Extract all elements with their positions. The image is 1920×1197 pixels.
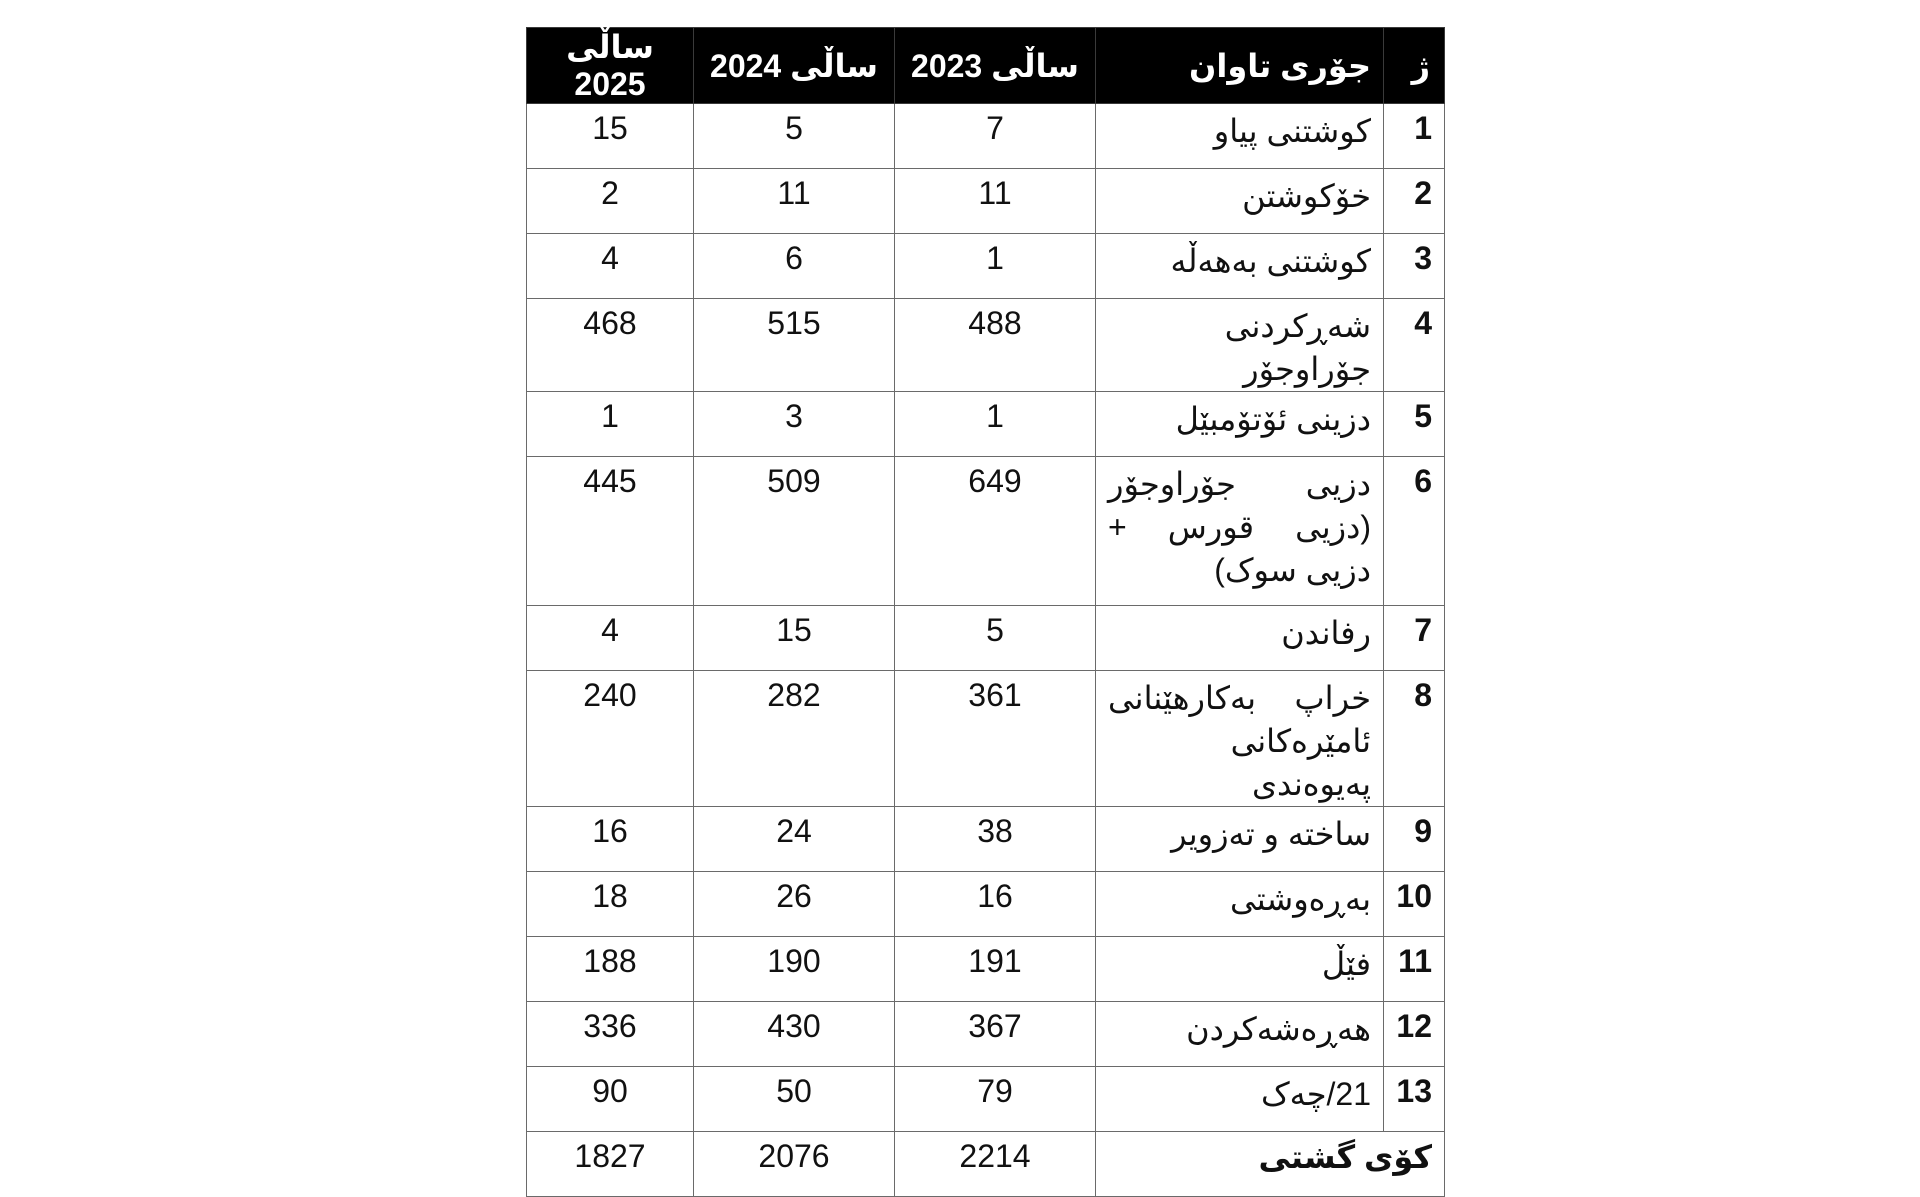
cell-index: 3 [1384, 234, 1445, 299]
cell-2023: 649 [895, 457, 1096, 606]
cell-crime-type: بەڕەوشتی [1096, 872, 1384, 937]
table-row [527, 671, 1445, 807]
cell-2023: 1 [895, 234, 1096, 299]
cell-2025: 240 [527, 671, 694, 807]
cell-2023: 361 [895, 671, 1096, 807]
total-2023: 2214 [895, 1132, 1096, 1197]
cell-index: 4 [1384, 299, 1445, 392]
cell-2023: 191 [895, 937, 1096, 1002]
table-row [527, 1002, 1445, 1067]
table-header-row [527, 28, 1445, 104]
cell-2024: 24 [694, 807, 895, 872]
cell-2023: 7 [895, 104, 1096, 169]
cell-crime-type: ساختە و تەزویر [1096, 807, 1384, 872]
cell-index: 9 [1384, 807, 1445, 872]
cell-crime-type: هەڕەشەکردن [1096, 1002, 1384, 1067]
cell-2023: 38 [895, 807, 1096, 872]
cell-2024: 190 [694, 937, 895, 1002]
cell-index: 5 [1384, 392, 1445, 457]
cell-index: 6 [1384, 457, 1445, 606]
total-2024: 2076 [694, 1132, 895, 1197]
cell-crime-type: خراپ بەکارهێنانی ئامێرەکانی پەیوەندی [1096, 671, 1384, 807]
table-row [527, 937, 1445, 1002]
table-row [527, 872, 1445, 937]
cell-crime-type: خۆکوشتن [1096, 169, 1384, 234]
cell-2023: 16 [895, 872, 1096, 937]
cell-2024: 3 [694, 392, 895, 457]
table-row [527, 234, 1445, 299]
cell-index: 13 [1384, 1067, 1445, 1132]
cell-crime-type: شەڕکردنی جۆراوجۆر [1096, 299, 1384, 392]
cell-index: 7 [1384, 606, 1445, 671]
cell-2024: 26 [694, 872, 895, 937]
cell-2025: 336 [527, 1002, 694, 1067]
cell-crime-type: رفاندن [1096, 606, 1384, 671]
cell-2023: 367 [895, 1002, 1096, 1067]
cell-crime-type: فێڵ [1096, 937, 1384, 1002]
total-2025: 1827 [527, 1132, 694, 1197]
cell-2025: 18 [527, 872, 694, 937]
cell-2024: 6 [694, 234, 895, 299]
cell-2025: 188 [527, 937, 694, 1002]
cell-2025: 15 [527, 104, 694, 169]
cell-crime-type: کوشتنی بەهەڵە [1096, 234, 1384, 299]
cell-2024: 15 [694, 606, 895, 671]
header-crime-type: جۆری تاوان [1096, 28, 1384, 104]
cell-crime-type: کوشتنی پیاو [1096, 104, 1384, 169]
table-row [527, 457, 1445, 606]
cell-crime-type: دزینی ئۆتۆمبێل [1096, 392, 1384, 457]
header-year-2023: ساڵی 2023 [895, 28, 1096, 104]
cell-2024: 5 [694, 104, 895, 169]
cell-2023: 11 [895, 169, 1096, 234]
table-row [527, 1067, 1445, 1132]
cell-crime-type: 21/چەک [1096, 1067, 1384, 1132]
cell-index: 8 [1384, 671, 1445, 807]
header-year-2024: ساڵی 2024 [694, 28, 895, 104]
cell-2025: 16 [527, 807, 694, 872]
cell-2023: 79 [895, 1067, 1096, 1132]
cell-2025: 90 [527, 1067, 694, 1132]
table-row [527, 104, 1445, 169]
cell-2024: 282 [694, 671, 895, 807]
cell-index: 10 [1384, 872, 1445, 937]
cell-2024: 515 [694, 299, 895, 392]
cell-2025: 4 [527, 234, 694, 299]
table-row [527, 606, 1445, 671]
cell-2024: 50 [694, 1067, 895, 1132]
total-row [527, 1132, 1445, 1197]
cell-2025: 4 [527, 606, 694, 671]
cell-2024: 11 [694, 169, 895, 234]
cell-2025: 445 [527, 457, 694, 606]
cell-crime-type: دزیی جۆراوجۆر (دزیی قورس + دزیی سوک) [1096, 457, 1384, 606]
cell-2023: 1 [895, 392, 1096, 457]
header-index: ژ [1384, 28, 1445, 104]
cell-index: 1 [1384, 104, 1445, 169]
cell-index: 11 [1384, 937, 1445, 1002]
table-row [527, 392, 1445, 457]
cell-2025: 2 [527, 169, 694, 234]
header-year-2025: ساڵی 2025 [527, 28, 694, 104]
cell-index: 12 [1384, 1002, 1445, 1067]
cell-2024: 509 [694, 457, 895, 606]
cell-2025: 1 [527, 392, 694, 457]
table-row [527, 169, 1445, 234]
cell-2023: 488 [895, 299, 1096, 392]
table-row [527, 299, 1445, 392]
cell-2023: 5 [895, 606, 1096, 671]
cell-2024: 430 [694, 1002, 895, 1067]
table-row [527, 807, 1445, 872]
total-label: کۆی گشتی [1096, 1132, 1445, 1197]
crime-statistics-table [526, 27, 1445, 1197]
cell-index: 2 [1384, 169, 1445, 234]
cell-2025: 468 [527, 299, 694, 392]
